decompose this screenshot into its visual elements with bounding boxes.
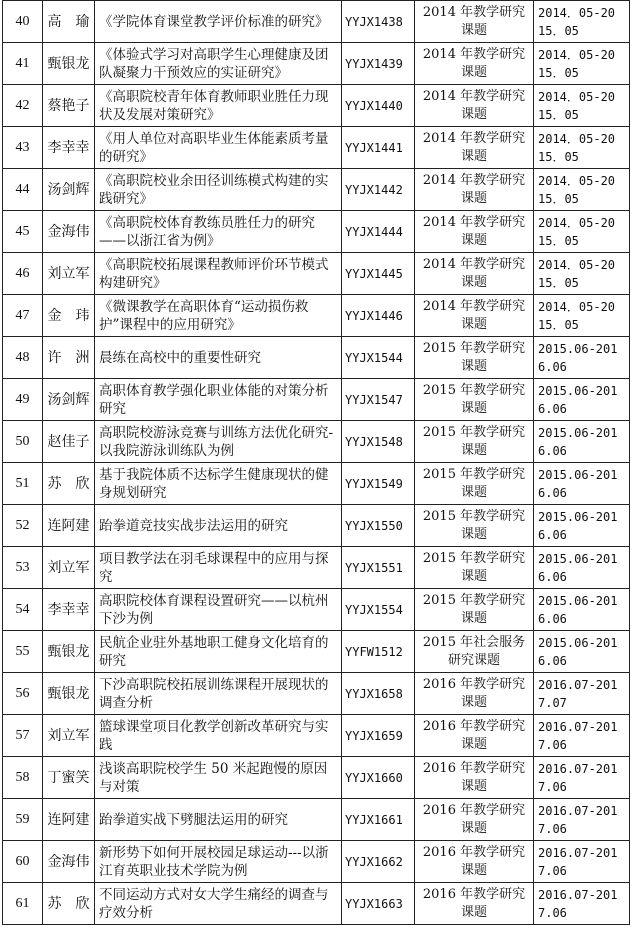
project-type: 2016 年教学研究课题 xyxy=(415,715,534,757)
period-line-2: 15．05 xyxy=(538,317,579,332)
project-title: 不同运动方式对女大学生痛经的调查与疗效分析 xyxy=(95,883,342,925)
period-line-1: 2015.06-201 xyxy=(538,509,618,524)
table-row xyxy=(3,547,630,589)
table-body xyxy=(3,1,630,925)
row-number: 41 xyxy=(3,43,43,85)
project-type: 2014 年教学研究课题 xyxy=(415,85,534,127)
row-number: 45 xyxy=(3,211,43,253)
project-code: YYJX1554 xyxy=(342,589,415,631)
period-line-2: 6.06 xyxy=(538,485,567,500)
researcher-name: 甄银龙 xyxy=(43,631,95,673)
researcher-name: 苏 欣 xyxy=(43,463,95,505)
researcher-name: 刘立军 xyxy=(43,715,95,757)
row-number: 56 xyxy=(3,673,43,715)
table-row xyxy=(3,43,630,85)
period-line-2: 15．05 xyxy=(538,65,579,80)
project-title: 跆拳道竞技实战步法运用的研究 xyxy=(95,505,342,547)
table-row xyxy=(3,85,630,127)
row-number: 59 xyxy=(3,799,43,841)
project-code: YYJX1663 xyxy=(342,883,415,925)
project-type: 2015 年教学研究课题 xyxy=(415,421,534,463)
project-title: 民航企业驻外基地职工健身文化培育的研究 xyxy=(95,631,342,673)
project-code: YYJX1544 xyxy=(342,337,415,379)
project-code: YYJX1445 xyxy=(342,253,415,295)
project-period xyxy=(534,463,630,505)
project-title: 《微课教学在高职体育“运动损伤救护”课程中的应用研究》 xyxy=(95,295,342,337)
project-title: 高职院校游泳竞赛与训练方法优化研究-以我院游泳训练队为例 xyxy=(95,421,342,463)
row-number: 47 xyxy=(3,295,43,337)
researcher-name: 丁蜜笑 xyxy=(43,757,95,799)
period-line-2: 15．05 xyxy=(538,23,579,38)
table-row xyxy=(3,799,630,841)
project-title: 《高职院校拓展课程教师评价环节模式构建研究》 xyxy=(95,253,342,295)
project-title: 《高职院校体育教练员胜任力的研究——以浙江省为例》 xyxy=(95,211,342,253)
row-number: 53 xyxy=(3,547,43,589)
project-type: 2016 年教学研究课题 xyxy=(415,883,534,925)
researcher-name: 连阿建 xyxy=(43,505,95,547)
period-line-2: 6.06 xyxy=(538,527,567,542)
project-code: YYFW1512 xyxy=(342,631,415,673)
project-title: 下沙高职院校拓展训练课程开展现状的调查分析 xyxy=(95,673,342,715)
table-row xyxy=(3,379,630,421)
period-line-1: 2014．05-20 xyxy=(538,215,616,230)
researcher-name: 赵佳子 xyxy=(43,421,95,463)
project-type: 2014 年教学研究课题 xyxy=(415,43,534,85)
project-code: YYJX1551 xyxy=(342,547,415,589)
period-line-1: 2015.06-201 xyxy=(538,383,618,398)
table-row xyxy=(3,631,630,673)
project-code: YYJX1547 xyxy=(342,379,415,421)
project-period xyxy=(534,253,630,295)
researcher-name: 甄银龙 xyxy=(43,673,95,715)
project-type: 2015 年教学研究课题 xyxy=(415,337,534,379)
period-line-1: 2014．05-20 xyxy=(538,131,616,146)
row-number: 46 xyxy=(3,253,43,295)
table-row xyxy=(3,127,630,169)
project-period xyxy=(534,43,630,85)
period-line-1: 2015.06-201 xyxy=(538,341,618,356)
project-type: 2016 年教学研究课题 xyxy=(415,757,534,799)
table-row xyxy=(3,211,630,253)
researcher-name: 刘立军 xyxy=(43,253,95,295)
researcher-name: 刘立军 xyxy=(43,547,95,589)
research-projects-table xyxy=(2,0,630,925)
period-line-1: 2016.07-201 xyxy=(538,719,618,734)
period-line-2: 6.06 xyxy=(538,443,567,458)
project-title: 《学院体育课堂教学评价标准的研究》 xyxy=(95,1,342,43)
project-period xyxy=(534,673,630,715)
row-number: 44 xyxy=(3,169,43,211)
period-line-1: 2014．05-20 xyxy=(538,299,616,314)
period-line-2: 15．05 xyxy=(538,149,579,164)
project-type: 2015 年教学研究课题 xyxy=(415,547,534,589)
period-line-2: 7.06 xyxy=(538,863,567,878)
period-line-1: 2016.07-201 xyxy=(538,803,618,818)
period-line-1: 2016.07-201 xyxy=(538,677,618,692)
table-row xyxy=(3,715,630,757)
project-code: YYJX1440 xyxy=(342,85,415,127)
period-line-2: 15．05 xyxy=(538,191,579,206)
project-period xyxy=(534,547,630,589)
table-row xyxy=(3,463,630,505)
table-row xyxy=(3,1,630,43)
project-type: 2014 年教学研究课题 xyxy=(415,169,534,211)
table-row xyxy=(3,337,630,379)
project-period xyxy=(534,883,630,925)
project-type: 2014 年教学研究课题 xyxy=(415,211,534,253)
project-title: 高职院校体育课程设置研究——以杭州下沙为例 xyxy=(95,589,342,631)
project-period xyxy=(534,379,630,421)
project-type: 2014 年教学研究课题 xyxy=(415,295,534,337)
project-code: YYJX1661 xyxy=(342,799,415,841)
row-number: 58 xyxy=(3,757,43,799)
row-number: 52 xyxy=(3,505,43,547)
row-number: 55 xyxy=(3,631,43,673)
project-period xyxy=(534,715,630,757)
project-type: 2016 年教学研究课题 xyxy=(415,673,534,715)
researcher-name: 蔡艳子 xyxy=(43,85,95,127)
period-line-2: 7.06 xyxy=(538,821,567,836)
project-period xyxy=(534,841,630,883)
project-code: YYJX1662 xyxy=(342,841,415,883)
researcher-name: 苏 欣 xyxy=(43,883,95,925)
period-line-2: 7.07 xyxy=(538,695,567,710)
project-period xyxy=(534,169,630,211)
period-line-2: 6.06 xyxy=(538,359,567,374)
project-title: 基于我院体质不达标学生健康现状的健身规划研究 xyxy=(95,463,342,505)
row-number: 51 xyxy=(3,463,43,505)
table-row xyxy=(3,757,630,799)
project-code: YYJX1441 xyxy=(342,127,415,169)
project-title: 高职体育教学强化职业体能的对策分析研究 xyxy=(95,379,342,421)
project-title: 跆拳道实战下劈腿法运用的研究 xyxy=(95,799,342,841)
period-line-1: 2014．05-20 xyxy=(538,47,616,62)
project-code: YYJX1438 xyxy=(342,1,415,43)
researcher-name: 汤剑辉 xyxy=(43,169,95,211)
period-line-2: 15．05 xyxy=(538,233,579,248)
project-type: 2015 年教学研究课题 xyxy=(415,589,534,631)
period-line-1: 2015.06-201 xyxy=(538,551,618,566)
period-line-1: 2015.06-201 xyxy=(538,425,618,440)
table-row xyxy=(3,883,630,925)
project-period xyxy=(534,421,630,463)
period-line-1: 2014．05-20 xyxy=(538,89,616,104)
project-period xyxy=(534,127,630,169)
period-line-1: 2014．05-20 xyxy=(538,257,616,272)
row-number: 49 xyxy=(3,379,43,421)
project-type: 2015 年社会服务研究课题 xyxy=(415,631,534,673)
project-code: YYJX1659 xyxy=(342,715,415,757)
researcher-name: 金 玮 xyxy=(43,295,95,337)
project-period xyxy=(534,295,630,337)
project-code: YYJX1550 xyxy=(342,505,415,547)
period-line-2: 7.06 xyxy=(538,737,567,752)
project-title: 项目教学法在羽毛球课程中的应用与探究 xyxy=(95,547,342,589)
row-number: 50 xyxy=(3,421,43,463)
table-row xyxy=(3,589,630,631)
project-title: 《体验式学习对高职学生心理健康及团队凝聚力干预效应的实证研究》 xyxy=(95,43,342,85)
researcher-name: 甄银龙 xyxy=(43,43,95,85)
table-row xyxy=(3,673,630,715)
period-line-2: 6.06 xyxy=(538,569,567,584)
row-number: 40 xyxy=(3,1,43,43)
project-code: YYJX1548 xyxy=(342,421,415,463)
period-line-1: 2015.06-201 xyxy=(538,635,618,650)
project-type: 2014 年教学研究课题 xyxy=(415,253,534,295)
period-line-1: 2015.06-201 xyxy=(538,593,618,608)
project-title: 晨练在高校中的重要性研究 xyxy=(95,337,342,379)
project-code: YYJX1442 xyxy=(342,169,415,211)
period-line-1: 2014．05-20 xyxy=(538,5,616,20)
researcher-name: 汤剑辉 xyxy=(43,379,95,421)
project-type: 2015 年教学研究课题 xyxy=(415,505,534,547)
project-title: 《高职院校业余田径训练模式构建的实践研究》 xyxy=(95,169,342,211)
project-period xyxy=(534,85,630,127)
table-row xyxy=(3,169,630,211)
project-type: 2014 年教学研究课题 xyxy=(415,127,534,169)
project-code: YYJX1444 xyxy=(342,211,415,253)
row-number: 57 xyxy=(3,715,43,757)
researcher-name: 连阿建 xyxy=(43,799,95,841)
period-line-2: 7.06 xyxy=(538,905,567,920)
researcher-name: 金海伟 xyxy=(43,841,95,883)
project-period xyxy=(534,631,630,673)
period-line-1: 2016.07-201 xyxy=(538,845,618,860)
project-code: YYJX1446 xyxy=(342,295,415,337)
row-number: 61 xyxy=(3,883,43,925)
period-line-1: 2016.07-201 xyxy=(538,761,618,776)
table-row xyxy=(3,841,630,883)
project-type: 2015 年教学研究课题 xyxy=(415,379,534,421)
project-period xyxy=(534,337,630,379)
row-number: 54 xyxy=(3,589,43,631)
table-row xyxy=(3,505,630,547)
project-type: 2016 年教学研究课题 xyxy=(415,841,534,883)
project-code: YYJX1549 xyxy=(342,463,415,505)
researcher-name: 李幸幸 xyxy=(43,589,95,631)
project-title: 浅谈高职院校学生 50 米起跑慢的原因与对策 xyxy=(95,757,342,799)
table-row xyxy=(3,295,630,337)
period-line-1: 2016.07-201 xyxy=(538,887,618,902)
period-line-2: 15．05 xyxy=(538,107,579,122)
project-type: 2016 年教学研究课题 xyxy=(415,799,534,841)
project-period xyxy=(534,1,630,43)
project-code: YYJX1658 xyxy=(342,673,415,715)
row-number: 42 xyxy=(3,85,43,127)
period-line-2: 6.06 xyxy=(538,653,567,668)
project-code: YYJX1439 xyxy=(342,43,415,85)
project-period xyxy=(534,757,630,799)
table-row xyxy=(3,421,630,463)
project-type: 2015 年教学研究课题 xyxy=(415,463,534,505)
row-number: 48 xyxy=(3,337,43,379)
period-line-2: 15．05 xyxy=(538,275,579,290)
researcher-name: 李幸幸 xyxy=(43,127,95,169)
period-line-2: 6.06 xyxy=(538,401,567,416)
table-row xyxy=(3,253,630,295)
researcher-name: 金海伟 xyxy=(43,211,95,253)
period-line-2: 6.06 xyxy=(538,611,567,626)
researcher-name: 高 瑜 xyxy=(43,1,95,43)
project-period xyxy=(534,589,630,631)
project-code: YYJX1660 xyxy=(342,757,415,799)
row-number: 60 xyxy=(3,841,43,883)
row-number: 43 xyxy=(3,127,43,169)
project-title: 新形势下如何开展校园足球运动---以浙江育英职业技术学院为例 xyxy=(95,841,342,883)
project-title: 《用人单位对高职毕业生体能素质考量的研究》 xyxy=(95,127,342,169)
period-line-1: 2015.06-201 xyxy=(538,467,618,482)
period-line-2: 7.06 xyxy=(538,779,567,794)
period-line-1: 2014．05-20 xyxy=(538,173,616,188)
project-period xyxy=(534,211,630,253)
project-title: 《高职院校青年体育教师职业胜任力现状及发展对策研究》 xyxy=(95,85,342,127)
project-period xyxy=(534,799,630,841)
project-title: 篮球课堂项目化教学创新改革研究与实践 xyxy=(95,715,342,757)
project-period xyxy=(534,505,630,547)
researcher-name: 许 洲 xyxy=(43,337,95,379)
project-type: 2014 年教学研究课题 xyxy=(415,1,534,43)
